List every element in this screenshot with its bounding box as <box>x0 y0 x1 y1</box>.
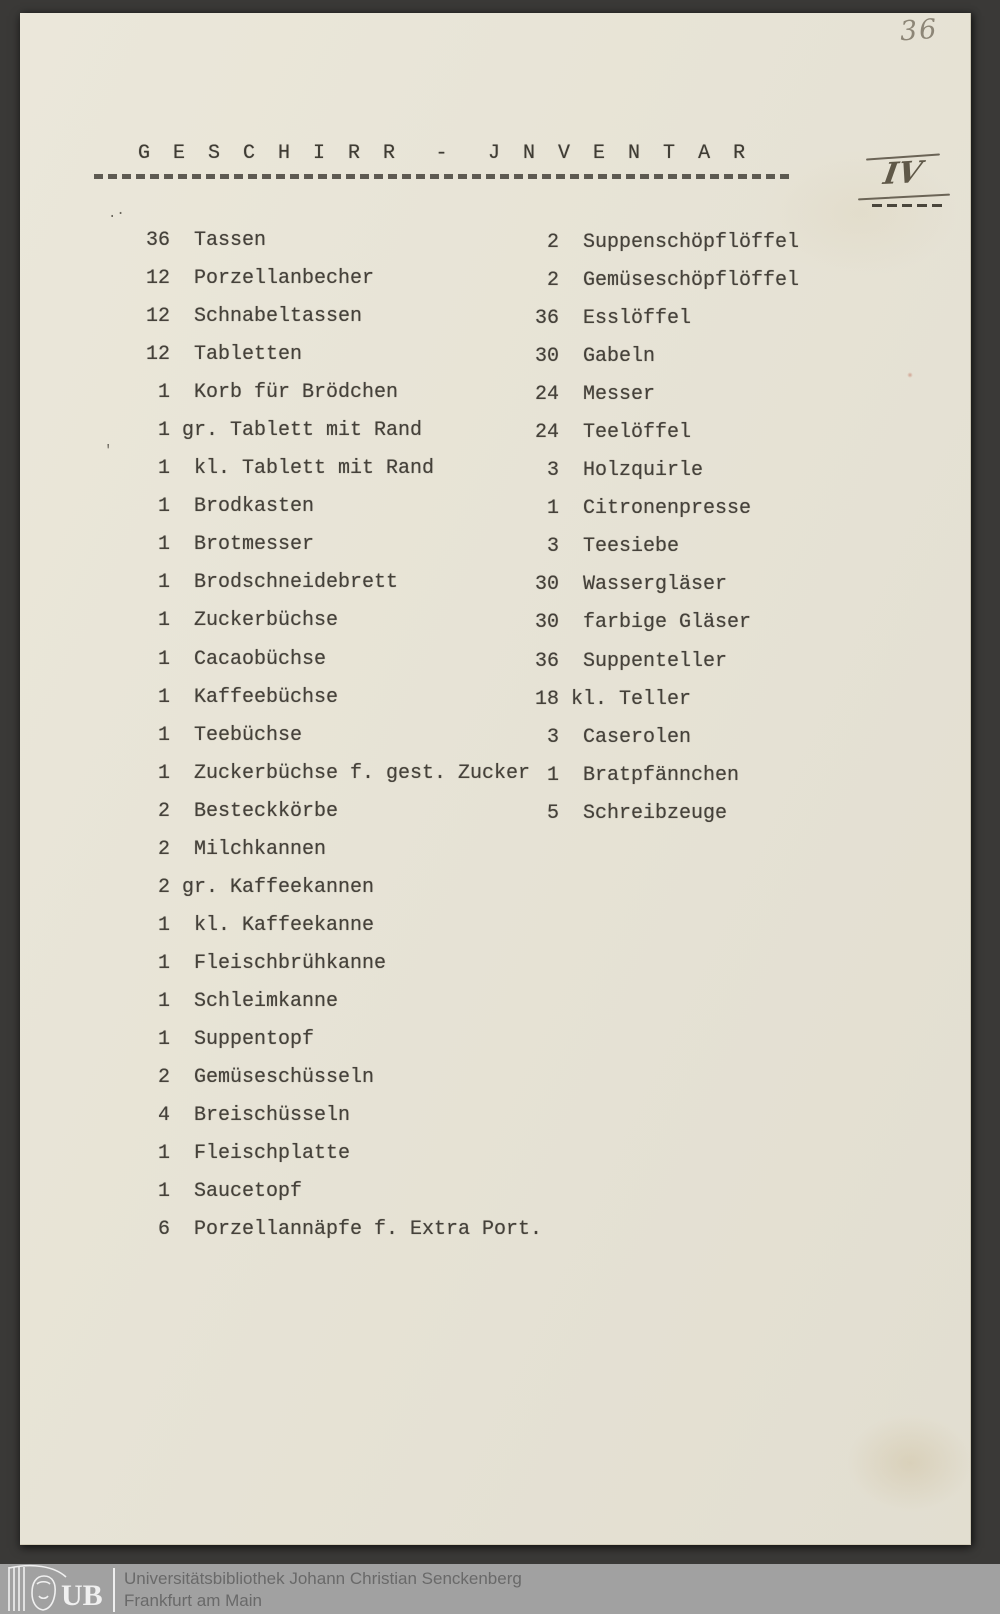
underline-stroke <box>858 194 950 201</box>
section-mark-text: IV <box>881 155 925 192</box>
item-label: Zuckerbüchse <box>194 609 339 633</box>
inventory-row <box>146 641 542 679</box>
inventory-row <box>146 793 542 831</box>
item-label: Fleischplatte <box>194 1142 351 1166</box>
item-quantity: 1 <box>157 609 170 633</box>
inventory-row <box>535 681 799 719</box>
item-quantity: 3 <box>546 535 559 559</box>
library-name-block <box>124 1568 522 1611</box>
item-label: Wassergläser <box>583 573 728 597</box>
item-label: Gabeln <box>583 345 656 369</box>
item-quantity: 2 <box>546 231 559 254</box>
inventory-row <box>146 907 542 945</box>
item-quantity: 1 <box>157 647 170 671</box>
inventory-row <box>146 679 542 717</box>
inventory-row <box>146 412 542 450</box>
item-quantity: 2 <box>157 799 170 823</box>
logo-divider <box>113 1568 115 1612</box>
inventory-row <box>146 1211 542 1249</box>
inventory-row <box>535 490 799 528</box>
inventory-row <box>146 488 542 526</box>
item-quantity: 1 <box>157 457 170 481</box>
item-quantity: 1 <box>157 913 170 937</box>
item-label: Suppenteller <box>583 649 728 673</box>
ub-logo-text: UB <box>61 1579 103 1612</box>
item-label: Porzellanbecher <box>194 267 375 291</box>
item-quantity: 36 <box>535 307 560 331</box>
typed-dashes <box>872 204 946 207</box>
item-label: gr. Kaffeekannen <box>182 875 375 899</box>
item-quantity: 2 <box>157 1066 170 1090</box>
item-label: Suppenschöpflöffel <box>583 231 800 254</box>
item-label: Suppentopf <box>194 1027 315 1051</box>
item-quantity: 3 <box>546 459 559 483</box>
inventory-row <box>535 566 799 604</box>
item-label: Schreibzeuge <box>583 801 728 825</box>
library-city: Frankfurt am Main <box>124 1590 262 1610</box>
item-label: kl. Teller <box>571 687 692 711</box>
item-quantity: 1 <box>157 533 170 557</box>
item-label: Tabletten <box>194 343 303 367</box>
inventory-row <box>146 1021 542 1059</box>
item-quantity: 1 <box>546 497 559 521</box>
item-quantity: 4 <box>157 1104 170 1128</box>
inventory-row <box>146 602 542 640</box>
document-page <box>20 13 971 1545</box>
item-quantity: 1 <box>157 1180 170 1204</box>
inventory-row <box>146 1173 542 1211</box>
item-label: Cacaobüchse <box>194 647 327 671</box>
inventory-row <box>146 374 542 412</box>
item-label: gr. Tablett mit Rand <box>182 419 423 443</box>
item-label: Besteckkörbe <box>194 799 339 823</box>
item-quantity: 2 <box>157 875 170 899</box>
inventory-row <box>146 450 542 488</box>
inventory-row <box>535 338 799 376</box>
item-quantity: 1 <box>157 381 170 405</box>
item-quantity: 6 <box>157 1218 170 1242</box>
item-label: Messer <box>583 383 656 407</box>
inventory-row <box>146 1135 542 1173</box>
inventory-row <box>146 755 542 793</box>
inventory-row <box>535 528 799 566</box>
dashed-title-underline <box>94 174 794 179</box>
item-label: Teebüchse <box>194 723 303 747</box>
item-quantity: 1 <box>157 951 170 975</box>
inventory-left-column <box>146 222 542 1249</box>
item-quantity: 2 <box>546 269 559 293</box>
item-quantity: 36 <box>146 229 171 252</box>
inventory-row <box>146 260 542 298</box>
item-quantity: 24 <box>535 421 560 445</box>
inventory-row <box>535 262 799 300</box>
inventory-row <box>146 945 542 983</box>
inventory-row <box>535 643 799 681</box>
item-quantity: 30 <box>535 611 560 635</box>
item-label: Schnabeltassen <box>194 305 363 329</box>
item-quantity: 2 <box>157 837 170 861</box>
item-label: Citronenpresse <box>583 497 752 521</box>
handwritten-section-mark <box>858 146 950 208</box>
inventory-row <box>535 795 799 833</box>
inventory-row <box>535 224 799 262</box>
item-label: Teelöffel <box>583 421 692 445</box>
inventory-right-column <box>535 224 799 833</box>
item-quantity: 3 <box>546 725 559 749</box>
item-label: Fleischbrühkanne <box>194 951 387 975</box>
handwritten-page-number: 36 <box>898 13 940 48</box>
item-label: Breischüsseln <box>194 1104 351 1128</box>
item-label: Schleimkanne <box>194 989 339 1013</box>
inventory-row <box>146 336 542 374</box>
inventory-row <box>535 376 799 414</box>
item-quantity: 1 <box>157 685 170 709</box>
document-title: G E S C H I R R - J N V E N T A R <box>138 142 751 165</box>
inventory-row <box>146 983 542 1021</box>
item-label: Brodkasten <box>194 495 315 519</box>
item-label: kl. Kaffeekanne <box>194 913 375 937</box>
ub-logo <box>4 1564 110 1614</box>
inventory-row <box>146 717 542 755</box>
item-label: Gemüseschüsseln <box>194 1066 375 1090</box>
item-label: Kaffeebüchse <box>194 685 339 709</box>
inventory-row <box>146 564 542 602</box>
inventory-row <box>535 452 799 490</box>
item-quantity: 1 <box>157 989 170 1013</box>
library-footer <box>0 1564 1000 1614</box>
inventory-row <box>146 1097 542 1135</box>
item-quantity: 24 <box>535 383 560 407</box>
item-label: Zuckerbüchse f. gest. Zucker <box>194 761 531 785</box>
item-quantity: 1 <box>546 763 559 787</box>
item-quantity: 36 <box>535 649 560 673</box>
item-label: Teesiebe <box>583 535 680 559</box>
library-name: Universitätsbibliothek Johann Christian Senckenberg <box>124 1569 522 1588</box>
item-label: Saucetopf <box>194 1180 303 1204</box>
item-quantity: 12 <box>146 267 171 291</box>
inventory-row <box>535 414 799 452</box>
item-quantity: 1 <box>157 495 170 519</box>
item-quantity: 1 <box>157 1027 170 1051</box>
item-label: Caserolen <box>583 725 692 749</box>
inventory-row <box>146 298 542 336</box>
item-quantity: 18 <box>535 687 560 711</box>
inventory-row <box>535 604 799 642</box>
inventory-row <box>535 757 799 795</box>
inventory-row <box>146 831 542 869</box>
item-label: Korb für Brödchen <box>194 381 399 405</box>
item-quantity: 1 <box>157 571 170 595</box>
item-label: Porzellannäpfe f. Extra Port. <box>194 1218 543 1242</box>
item-quantity: 1 <box>157 419 170 443</box>
item-quantity: 30 <box>535 573 560 597</box>
item-label: Tassen <box>194 229 267 252</box>
item-label: kl. Tablett mit Rand <box>194 457 435 481</box>
inventory-row <box>146 869 542 907</box>
item-label: Gemüseschöpflöffel <box>583 269 800 293</box>
item-quantity: 30 <box>535 345 560 369</box>
item-label: Milchkannen <box>194 837 327 861</box>
inventory-row <box>535 300 799 338</box>
ub-logo-art <box>4 1564 110 1614</box>
inventory-row <box>535 719 799 757</box>
item-label: Bratpfännchen <box>583 763 740 787</box>
item-label: Esslöffel <box>583 307 692 331</box>
item-quantity: 12 <box>146 343 171 367</box>
inventory-row <box>146 1059 542 1097</box>
inventory-row <box>146 526 542 564</box>
item-label: Brotmesser <box>194 533 315 557</box>
item-quantity: 5 <box>546 801 559 825</box>
inventory-row <box>146 222 542 260</box>
paper-speck: ' <box>104 443 113 459</box>
item-quantity: 1 <box>157 761 170 785</box>
item-quantity: 12 <box>146 305 171 329</box>
paper-speck: .· <box>108 206 125 222</box>
item-quantity: 1 <box>157 1142 170 1166</box>
item-label: Holzquirle <box>583 459 704 483</box>
item-quantity: 1 <box>157 723 170 747</box>
item-label: Brodschneidebrett <box>194 571 399 595</box>
item-label: farbige Gläser <box>583 611 752 635</box>
